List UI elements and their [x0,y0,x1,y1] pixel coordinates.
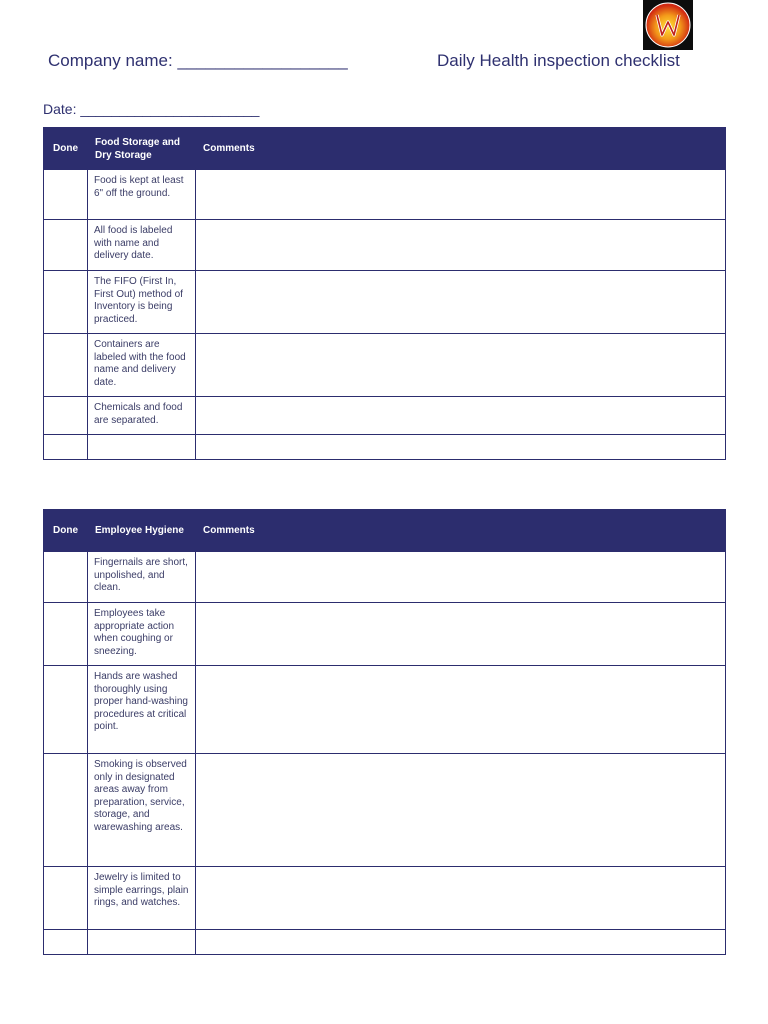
date-field[interactable] [43,101,259,117]
item-cell: All food is labeled with name and delivery date. [88,220,196,271]
item-cell: Containers are labeled with the food name and delivery date. [88,334,196,397]
comment-cell[interactable] [196,435,726,460]
table-row [44,397,726,435]
done-cell[interactable] [44,435,88,460]
comment-cell[interactable] [196,603,726,666]
comment-cell[interactable] [196,666,726,754]
done-cell[interactable] [44,603,88,666]
table-row [44,603,726,666]
done-cell[interactable] [44,170,88,220]
table-row [44,334,726,397]
table-row [44,666,726,754]
comment-cell[interactable] [196,552,726,603]
comments-column-header: Comments [196,128,726,170]
table-row [44,435,726,460]
done-column-header: Done [44,128,88,170]
item-column-header: Food Storage and Dry Storage [88,128,196,170]
done-cell[interactable] [44,867,88,930]
table-header-row [44,510,726,552]
table-row [44,552,726,603]
done-cell[interactable] [44,271,88,334]
item-cell: Hands are washed thoroughly using proper hand-washing procedures at critical point. [88,666,196,754]
comment-cell[interactable] [196,930,726,955]
table-row [44,220,726,271]
table-row [44,754,726,867]
table-row [44,170,726,220]
item-cell: The FIFO (First In, First Out) method of Inventory is being practiced. [88,271,196,334]
item-cell [88,435,196,460]
done-cell[interactable] [44,334,88,397]
item-cell: Smoking is observed only in designated areas away from preparation, service, storage, and warewashing areas. [88,754,196,867]
item-cell [88,930,196,955]
done-cell[interactable] [44,666,88,754]
comments-column-header: Comments [196,510,726,552]
item-cell: Employees take appropriate action when coughing or sneezing. [88,603,196,666]
table-row [44,930,726,955]
done-cell[interactable] [44,754,88,867]
comment-cell[interactable] [196,754,726,867]
comment-cell[interactable] [196,334,726,397]
item-cell: Fingernails are short, unpolished, and clean. [88,552,196,603]
company-name-field[interactable] [48,51,348,71]
item-column-header: Employee Hygiene [88,510,196,552]
done-cell[interactable] [44,397,88,435]
item-cell: Food is kept at least 6" off the ground. [88,170,196,220]
table-row [44,271,726,334]
comment-cell[interactable] [196,170,726,220]
done-column-header: Done [44,510,88,552]
comment-cell[interactable] [196,397,726,435]
food-storage-table [43,127,726,460]
item-cell: Jewelry is limited to simple earrings, plain rings, and watches. [88,867,196,930]
employee-hygiene-table [43,509,726,955]
company-name-label: Company name: [48,51,173,70]
comment-cell[interactable] [196,867,726,930]
done-cell[interactable] [44,930,88,955]
date-blank[interactable]: _______________________ [80,101,260,117]
comment-cell[interactable] [196,220,726,271]
date-label: Date: [43,101,77,117]
company-name-blank[interactable]: __________________ [177,51,348,70]
table-row [44,867,726,930]
company-logo-icon [643,0,693,50]
done-cell[interactable] [44,220,88,271]
comment-cell[interactable] [196,271,726,334]
table-header-row [44,128,726,170]
done-cell[interactable] [44,552,88,603]
page-title: Daily Health inspection checklist [437,51,680,70]
item-cell: Chemicals and food are separated. [88,397,196,435]
